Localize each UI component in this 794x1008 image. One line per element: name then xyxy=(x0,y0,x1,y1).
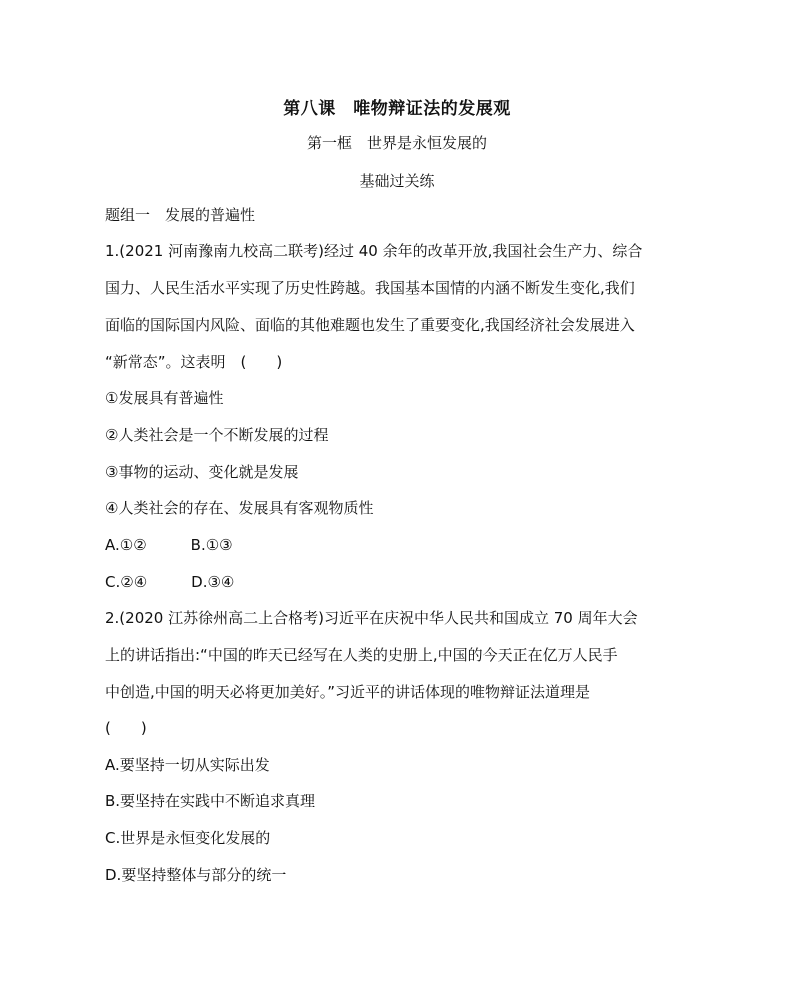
lesson-title: 第八课 唯物辩证法的发展观 xyxy=(283,99,511,119)
question-group-label: 题组一 发展的普遍性 xyxy=(105,206,256,224)
q1-stem-line-4: “新常态”。这表明 ( ) xyxy=(105,353,283,371)
q1-stem-line-2: 国力、人民生活水平实现了历史性跨越。我国基本国情的内涵不断发生变化,我们 xyxy=(105,279,635,297)
q1-item-3: ③事物的运动、变化就是发展 xyxy=(105,463,299,481)
q2-stem-line-3: 中创造,中国的明天必将更加美好。”习近平的讲话体现的唯物辩证法道理是 xyxy=(105,683,591,701)
q1-item-2: ②人类社会是一个不断发展的过程 xyxy=(105,426,329,444)
q2-answer-blank: ( ) xyxy=(105,719,147,737)
q1-options-row-1 xyxy=(105,535,233,555)
q1-option-a[interactable]: A.①② xyxy=(105,536,147,554)
q2-option-b[interactable]: B.要坚持在实践中不断追求真理 xyxy=(105,792,316,810)
q2-stem-line-1: 2.(2020 江苏徐州高二上合格考)习近平在庆祝中华人民共和国成立 70 周年大会 xyxy=(105,609,638,627)
q2-option-d[interactable]: D.要坚持整体与部分的统一 xyxy=(105,866,287,884)
q1-options-row-2 xyxy=(105,572,234,592)
q1-stem-line-1: 1.(2021 河南豫南九校高二联考)经过 40 余年的改革开放,我国社会生产力、综合 xyxy=(105,242,643,260)
q1-option-c[interactable]: C.②④ xyxy=(105,573,148,591)
q1-item-4: ④人类社会的存在、发展具有客观物质性 xyxy=(105,499,374,517)
q1-item-1: ①发展具有普遍性 xyxy=(105,389,224,407)
section-subtitle: 第一框 世界是永恒发展的 xyxy=(306,134,487,152)
q1-option-d[interactable]: D.③④ xyxy=(191,573,235,591)
q2-stem-line-2: 上的讲话指出:“中国的昨天已经写在人类的史册上,中国的今天正在亿万人民手 xyxy=(105,646,618,664)
practice-heading: 基础过关练 xyxy=(359,172,435,190)
q1-stem-line-3: 面临的国际国内风险、面临的其他难题也发生了重要变化,我国经济社会发展进入 xyxy=(105,316,635,334)
q1-option-b[interactable]: B.①③ xyxy=(190,536,233,554)
q2-option-c[interactable]: C.世界是永恒变化发展的 xyxy=(105,829,271,847)
q2-option-a[interactable]: A.要坚持一切从实际出发 xyxy=(105,756,270,774)
